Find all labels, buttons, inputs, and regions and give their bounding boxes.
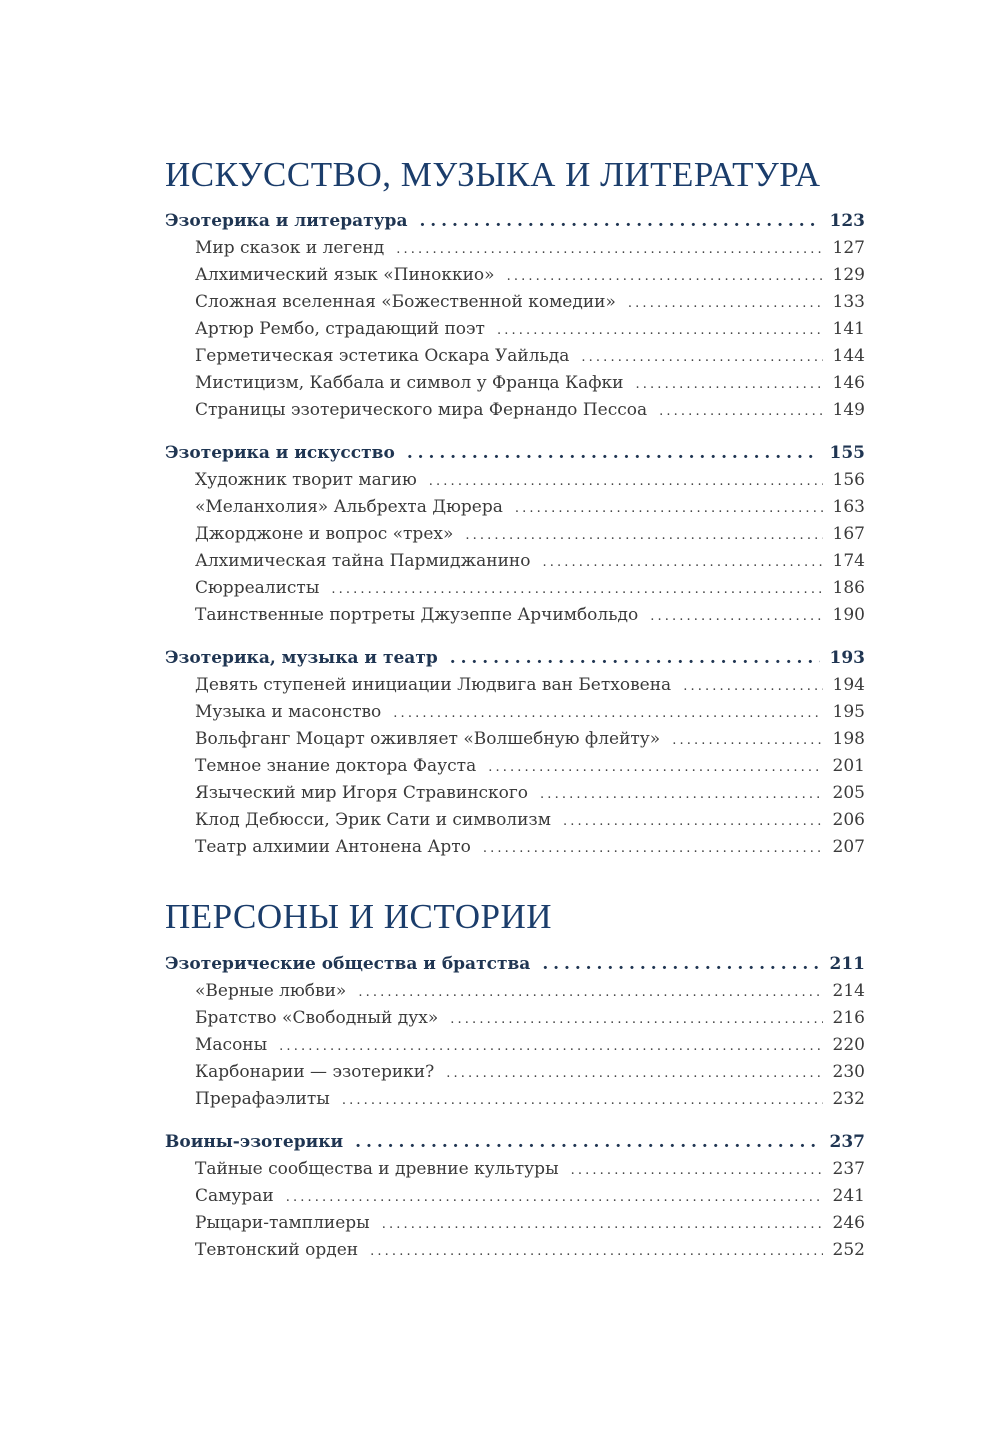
dot-leader — [650, 603, 822, 630]
dot-leader — [407, 440, 820, 467]
toc-entry-page-number: 232 — [832, 1089, 865, 1109]
toc-entry-label: Мистицизм, Каббала и символ у Франца Кафки — [195, 373, 624, 393]
toc-entry-page-number: 207 — [832, 837, 865, 857]
toc-entry-page-number: 190 — [832, 605, 865, 625]
dot-leader — [286, 1184, 823, 1211]
dot-leader — [542, 951, 819, 978]
toc-entry-label: Тевтонский орден — [195, 1240, 359, 1260]
toc-entry-label: Артюр Рембо, страдающий поэт — [195, 319, 485, 339]
toc-entry-label: Братство «Свободный дух» — [195, 1008, 439, 1028]
toc-section-entry[interactable] — [165, 951, 865, 978]
dot-leader — [450, 645, 820, 672]
toc-part — [165, 155, 865, 861]
toc-entry-label: Художник творит магию — [195, 470, 417, 490]
toc-section-entry[interactable] — [165, 208, 865, 235]
toc-entry[interactable] — [165, 1005, 865, 1032]
toc-section-entry-label: Эзотерические общества и братства — [165, 954, 531, 974]
toc-entry[interactable] — [165, 1156, 865, 1183]
toc-entry[interactable] — [165, 397, 865, 424]
toc-entry[interactable] — [165, 1210, 865, 1237]
toc-entry-label: Алхимический язык «Пиноккио» — [195, 265, 495, 285]
toc-entry[interactable] — [165, 602, 865, 629]
toc-entry-page-number: 174 — [832, 551, 865, 571]
dot-leader — [358, 979, 822, 1006]
toc-entry-page-number: 195 — [832, 702, 865, 722]
dot-leader — [446, 1060, 822, 1087]
toc-section-entry-page-number: 237 — [829, 1132, 865, 1152]
toc-entry[interactable] — [165, 1032, 865, 1059]
toc-entry[interactable] — [165, 726, 865, 753]
toc-entry-page-number: 201 — [832, 756, 865, 776]
toc-entry[interactable] — [165, 548, 865, 575]
toc-group — [165, 440, 865, 629]
toc-entry[interactable] — [165, 1237, 865, 1264]
toc-entry[interactable] — [165, 753, 865, 780]
toc-entry-label: Вольфганг Моцарт оживляет «Волшебную флейту» — [195, 729, 661, 749]
toc-entry-page-number: 186 — [832, 578, 865, 598]
toc-section-entry[interactable] — [165, 1129, 865, 1156]
toc-entry-label: Театр алхимии Антонена Арто — [195, 837, 471, 857]
toc-section-entry[interactable] — [165, 645, 865, 672]
toc-entry[interactable] — [165, 834, 865, 861]
toc-section-entry-label: Эзотерика и искусство — [165, 443, 395, 463]
toc-entry-page-number: 214 — [832, 981, 865, 1001]
toc-entry-page-number: 241 — [832, 1186, 865, 1206]
toc-entry-page-number: 246 — [832, 1213, 865, 1233]
toc-entry[interactable] — [165, 1183, 865, 1210]
toc-entry[interactable] — [165, 289, 865, 316]
toc-entry-page-number: 252 — [832, 1240, 865, 1260]
toc-entry[interactable] — [165, 1086, 865, 1113]
toc-entry-label: Алхимическая тайна Пармиджанино — [195, 551, 531, 571]
toc-entry-page-number: 205 — [832, 783, 865, 803]
toc-entry-label: Страницы эзотерического мира Фернандо Пессоа — [195, 400, 648, 420]
toc-entry-label: Масоны — [195, 1035, 268, 1055]
toc-entry-label: Клод Дебюсси, Эрик Сати и символизм — [195, 810, 551, 830]
toc-entry-label: Тайные сообщества и древние культуры — [195, 1159, 559, 1179]
toc-entry[interactable] — [165, 467, 865, 494]
toc-entry-page-number: 167 — [832, 524, 865, 544]
toc-entry[interactable] — [165, 699, 865, 726]
dot-leader — [563, 808, 823, 835]
toc-entry-page-number: 133 — [832, 292, 865, 312]
toc-group — [165, 1129, 865, 1264]
dot-leader — [342, 1087, 823, 1114]
toc-entry-page-number: 141 — [832, 319, 865, 339]
toc-section-entry-page-number: 155 — [829, 443, 865, 463]
toc-entry-label: Джорджоне и вопрос «трех» — [195, 524, 454, 544]
toc-group — [165, 645, 865, 861]
toc-entry-label: Прерафаэлиты — [195, 1089, 330, 1109]
toc-entry-page-number: 220 — [832, 1035, 865, 1055]
toc-part — [165, 897, 865, 1264]
toc-entry-label: Девять ступеней инициации Людвига ван Бетховена — [195, 675, 672, 695]
dot-leader — [393, 700, 822, 727]
toc-group — [165, 208, 865, 424]
dot-leader — [628, 290, 823, 317]
toc-entry-label: Карбонарии — эзотерики? — [195, 1062, 435, 1082]
dot-leader — [382, 1211, 823, 1238]
dot-leader — [636, 371, 823, 398]
toc-entry-page-number: 129 — [832, 265, 865, 285]
dot-leader — [659, 398, 822, 425]
toc-entry-label: Самураи — [195, 1186, 274, 1206]
part-title: ПЕРСОНЫ И ИСТОРИИ — [165, 897, 553, 936]
toc-entry[interactable] — [165, 807, 865, 834]
toc-entry-page-number: 156 — [832, 470, 865, 490]
toc-entry[interactable] — [165, 1059, 865, 1086]
toc-entry[interactable] — [165, 235, 865, 262]
toc-entry-label: Темное знание доктора Фауста — [195, 756, 477, 776]
toc-group — [165, 951, 865, 1113]
table-of-contents — [165, 155, 865, 1280]
toc-entry-label: Рыцари-тамплиеры — [195, 1213, 370, 1233]
toc-entry[interactable] — [165, 494, 865, 521]
dot-leader — [465, 522, 822, 549]
dot-leader — [355, 1129, 819, 1156]
dot-leader — [507, 263, 823, 290]
toc-entry-label: Музыка и масонство — [195, 702, 382, 722]
toc-entry-page-number: 230 — [832, 1062, 865, 1082]
dot-leader — [429, 468, 823, 495]
toc-section-entry-page-number: 193 — [829, 648, 865, 668]
toc-section-entry-label: Воины-эзотерики — [165, 1132, 344, 1152]
toc-entry[interactable] — [165, 672, 865, 699]
toc-entry-page-number: 216 — [832, 1008, 865, 1028]
part-title: ИСКУССТВО, МУЗЫКА И ЛИТЕРАТУРА — [165, 155, 821, 194]
toc-entry[interactable] — [165, 370, 865, 397]
toc-entry-label: «Верные любви» — [195, 981, 347, 1001]
dot-leader — [683, 673, 822, 700]
toc-entry[interactable] — [165, 575, 865, 602]
dot-leader — [540, 781, 823, 808]
toc-entry-label: «Меланхолия» Альбрехта Дюрера — [195, 497, 503, 517]
toc-entry-page-number: 146 — [832, 373, 865, 393]
dot-leader — [331, 576, 822, 603]
dot-leader — [672, 727, 822, 754]
dot-leader — [488, 754, 822, 781]
dot-leader — [279, 1033, 822, 1060]
toc-section-entry-page-number: 211 — [829, 954, 865, 974]
dot-leader — [396, 236, 822, 263]
toc-entry-label: Таинственные портреты Джузеппе Арчимбольдо — [195, 605, 639, 625]
dot-leader — [515, 495, 823, 522]
toc-entry-label: Сложная вселенная «Божественной комедии» — [195, 292, 616, 312]
dot-leader — [483, 835, 823, 862]
toc-entry[interactable] — [165, 343, 865, 370]
toc-section-entry-label: Эзотерика и литература — [165, 211, 408, 231]
toc-entry-page-number: 163 — [832, 497, 865, 517]
dot-leader — [571, 1157, 823, 1184]
toc-entry-page-number: 194 — [832, 675, 865, 695]
dot-leader — [542, 549, 822, 576]
toc-entry[interactable] — [165, 316, 865, 343]
toc-entry-page-number: 206 — [832, 810, 865, 830]
dot-leader — [581, 344, 822, 371]
toc-entry-page-number: 237 — [832, 1159, 865, 1179]
toc-entry[interactable] — [165, 262, 865, 289]
toc-entry-page-number: 127 — [832, 238, 865, 258]
dot-leader — [419, 208, 819, 235]
dot-leader — [370, 1238, 822, 1265]
toc-entry-page-number: 198 — [832, 729, 865, 749]
toc-entry-page-number: 149 — [832, 400, 865, 420]
toc-entry[interactable] — [165, 521, 865, 548]
toc-entry-label: Языческий мир Игоря Стравинского — [195, 783, 529, 803]
toc-entry-label: Мир сказок и легенд — [195, 238, 385, 258]
toc-entry-label: Герметическая эстетика Оскара Уайльда — [195, 346, 570, 366]
toc-entry-page-number: 144 — [832, 346, 865, 366]
toc-section-entry-label: Эзотерика, музыка и театр — [165, 648, 438, 668]
toc-section-entry[interactable] — [165, 440, 865, 467]
dot-leader — [497, 317, 823, 344]
toc-entry[interactable] — [165, 780, 865, 807]
toc-entry-label: Сюрреалисты — [195, 578, 320, 598]
toc-section-entry-page-number: 123 — [829, 211, 865, 231]
dot-leader — [450, 1006, 822, 1033]
toc-entry[interactable] — [165, 978, 865, 1005]
